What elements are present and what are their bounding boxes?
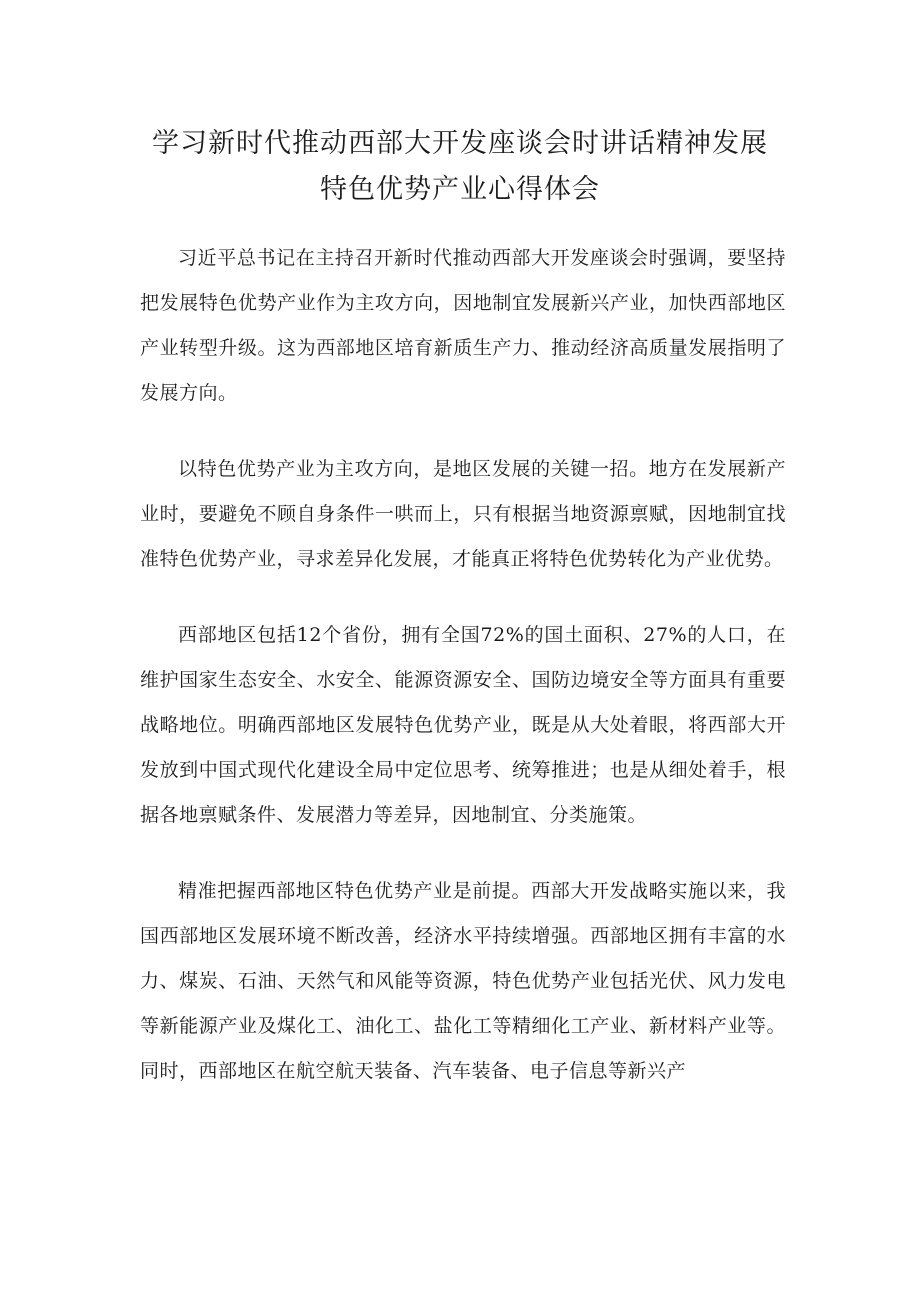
paragraph-1: 习近平总书记在主持召开新时代推动西部大开发座谈会时强调，要坚持把发展特色优势产业作为主攻方向，因地制宜发展新兴产业，加快西部地区产业转型升级。这为西部地区培育新质生产力、推动经济高质量发展指明了发展方向。 [140, 247, 786, 404]
paragraph-2: 以特色优势产业为主攻方向，是地区发展的关键一招。地方在发展新产业时，要避免不顾自身条件一哄而上，只有根据当地资源禀赋，因地制宜找准特色优势产业，寻求差异化发展，才能真正将特色优势转化为产业优势。 [140, 458, 786, 570]
paragraph-4: 精准把握西部地区特色优势产业是前提。西部大开发战略实施以来，我国西部地区发展环境不断改善，经济水平持续增强。西部地区拥有丰富的水力、煤炭、石油、天然气和风能等资源，特色优势产业包括光伏、风力发电等新能源产业及煤化工、油化工、盐化工等精细化工产业、新材料产业等。同时，西部地区在航空航天装备、汽车装备、电子信息等新兴产 [140, 880, 786, 1082]
paragraph-3: 西部地区包括12个省份，拥有全国72%的国土面积、27%的人口，在维护国家生态安全、水安全、能源资源安全、国防边境安全等方面具有重要战略地位。明确西部地区发展特色优势产业，既是从大处着眼，将西部大开发放到中国式现代化建设全局中定位思考、统筹推进；也是从细处着手，根据各地禀赋条件、发展潜力等差异，因地制宜、分类施策。 [140, 624, 786, 826]
title-line-1: 学习新时代推动西部大开发座谈会时讲话精神发展 [152, 128, 768, 159]
document-body [140, 236, 786, 1125]
title-line-2: 特色优势产业心得体会 [320, 174, 600, 205]
document-title [120, 121, 800, 213]
